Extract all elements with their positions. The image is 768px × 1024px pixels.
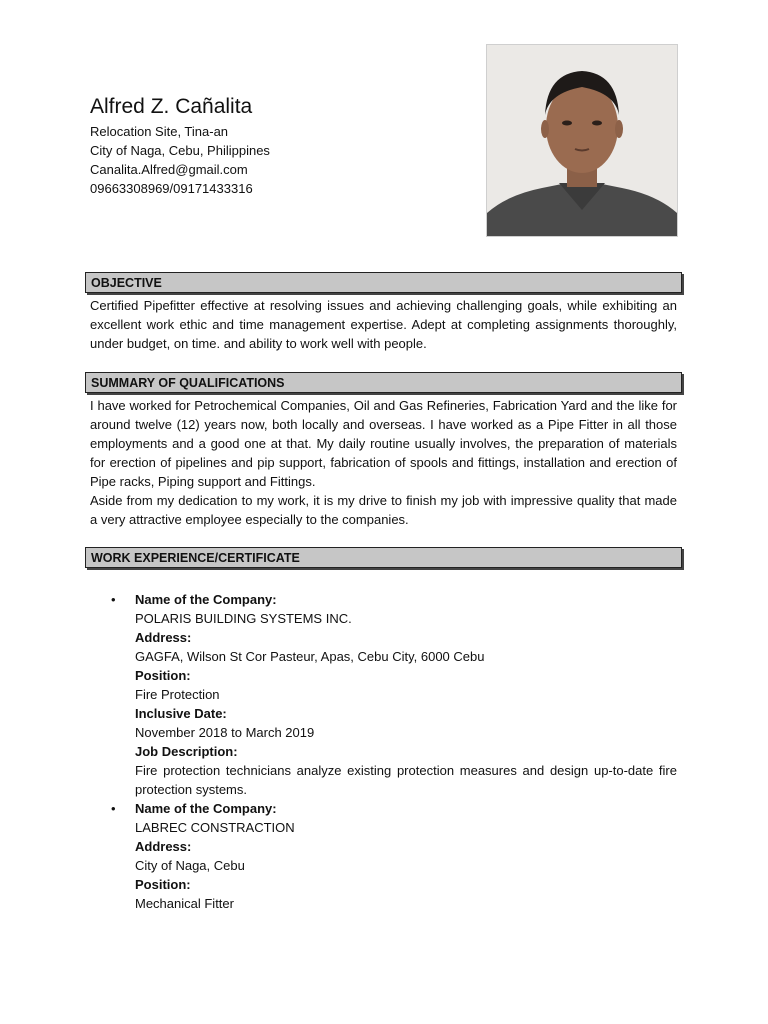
company-label: Name of the Company:: [135, 801, 277, 816]
summary-paragraph-1: I have worked for Petrochemical Companies, Oil and Gas Refineries, Fabrication Yard and the like for around twelve (12) years now, both locally and overseas. I have worked as a Pipe Fitter in all those employments and a good one at that. My daily routine usually involves, the preparation of materials for erection of pipelines and pip support, fabrication of spools and fittings, installation and erection of Pipe racks, Piping support and Fittings.: [90, 398, 677, 489]
applicant-name: Alfred Z. Cañalita: [90, 95, 253, 118]
objective-heading: OBJECTIVE: [85, 272, 682, 293]
phone-numbers: 09663308969/09171433316: [90, 181, 253, 196]
company-name: POLARIS BUILDING SYSTEMS INC.: [135, 611, 352, 626]
date-label: Inclusive Date:: [135, 706, 227, 721]
work-experience-list: [90, 590, 677, 913]
position-label: Position:: [135, 877, 191, 892]
company-address: City of Naga, Cebu: [135, 858, 245, 873]
job-description-label: Job Description:: [135, 744, 238, 759]
company-address: GAGFA, Wilson St Cor Pasteur, Apas, Cebu City, 6000 Cebu: [135, 649, 485, 664]
address-line-2: City of Naga, Cebu, Philippines: [90, 143, 270, 158]
email-address: Canalita.Alfred@gmail.com: [90, 162, 248, 177]
position-label: Position:: [135, 668, 191, 683]
summary-heading: SUMMARY OF QUALIFICATIONS: [85, 372, 682, 393]
objective-text: [90, 296, 677, 353]
job-description: Fire protection technicians analyze existing protection measures and design up-to-date fire protection systems.: [135, 763, 677, 797]
company-name: LABREC CONSTRACTION: [135, 820, 295, 835]
address-line-1: Relocation Site, Tina-an: [90, 124, 229, 139]
company-label: Name of the Company:: [135, 592, 277, 607]
address-label: Address:: [135, 839, 192, 854]
summary-text: [90, 396, 677, 529]
position-value: Mechanical Fitter: [135, 896, 234, 911]
job-entry: [90, 590, 677, 799]
work-heading: WORK EXPERIENCE/CERTIFICATE: [85, 547, 682, 568]
position-value: Fire Protection: [135, 687, 220, 702]
job-entry: [90, 799, 677, 913]
address-label: Address:: [135, 630, 192, 645]
contact-block: [90, 122, 270, 198]
bullet-icon: •: [111, 592, 116, 607]
summary-paragraph-2: Aside from my dedication to my work, it is my drive to finish my job with impressive quality that made a very attractive employee especially to the companies.: [90, 493, 677, 527]
bullet-icon: •: [111, 801, 116, 816]
date-value: November 2018 to March 2019: [135, 725, 315, 740]
objective-paragraph: Certified Pipefitter effective at resolving issues and achieving challenging goals, while exhibiting an excellent work ethic and time management expertise. Adept at completing assignments thoroughly, under budget, on time. and ability to work well with people.: [90, 298, 677, 351]
profile-photo: [486, 44, 678, 237]
